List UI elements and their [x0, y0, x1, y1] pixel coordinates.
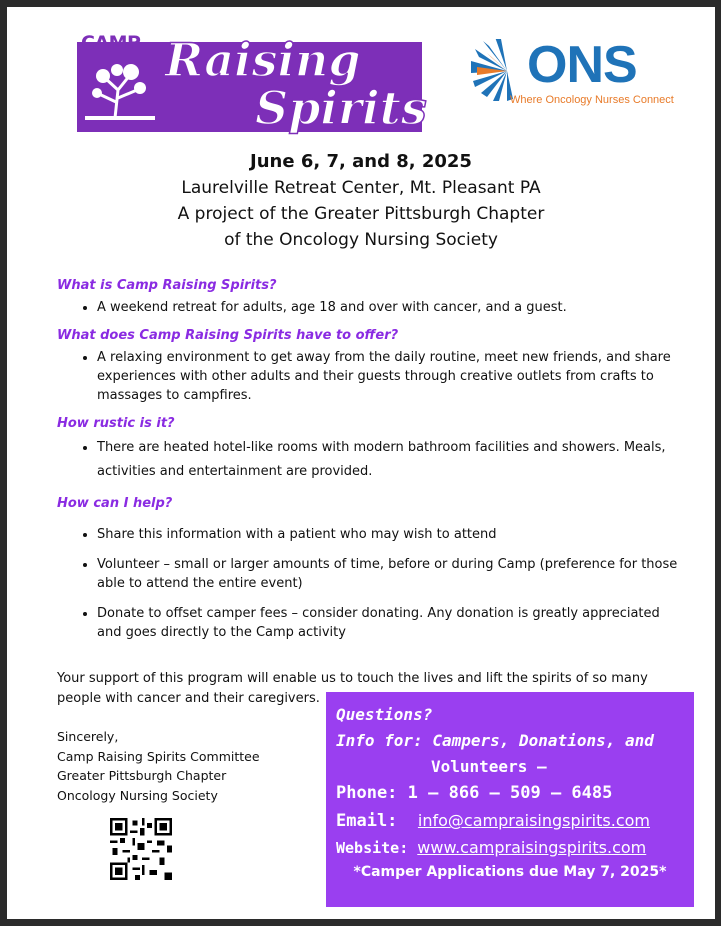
- faq-body: [57, 278, 687, 642]
- info-for-line-2: Volunteers –: [431, 757, 547, 776]
- faq-section: [57, 278, 687, 317]
- info-for-text: Info for: Campers, Donations, and: [336, 731, 654, 750]
- signature-line: Greater Pittsburgh Chapter: [57, 768, 227, 783]
- project-line-2: of the Oncology Nursing Society: [224, 230, 498, 250]
- contact-info-box: [326, 692, 694, 907]
- website-colon: :: [399, 839, 409, 857]
- email-link[interactable]: info@campraisingspirits.com: [417, 811, 650, 830]
- logo-title: [165, 33, 427, 135]
- qr-code-icon[interactable]: [110, 818, 172, 880]
- faq-question: How rustic is it?: [57, 416, 175, 431]
- closing-paragraph: Your support of this program will enable us to touch the lives and lift the spirits of so many people with cancer and their caregivers.: [57, 671, 648, 706]
- website-link[interactable]: www.campraisingspirits.com: [417, 838, 647, 857]
- signature-line: Camp Raising Spirits Committee: [57, 748, 260, 764]
- event-dates: June 6, 7, and 8, 2025: [250, 151, 472, 172]
- phone-number[interactable]: 1 – 866 – 509 – 6485: [407, 783, 613, 803]
- signature-block: [57, 727, 260, 805]
- camp-raising-spirits-logo: [77, 32, 437, 142]
- event-location: Laurelville Retreat Center, Mt. Pleasant PA: [181, 178, 541, 198]
- ons-logo: [467, 36, 674, 117]
- tree-icon: [85, 60, 155, 120]
- logo-spirits-word: Spirits: [255, 81, 427, 135]
- bullet-item: • Volunteer – small or larger amounts of time, before or during Camp (preference for those able to attend the entire event): [97, 555, 687, 593]
- phone-label: Phone:: [336, 783, 398, 803]
- event-header: [7, 148, 715, 253]
- bullet-list: [57, 298, 687, 317]
- bullet-item: • There are heated hotel-like rooms with modern bathroom facilities and showers. Meals, activities and entertainment are provided.: [97, 436, 687, 484]
- bullet-list: [57, 436, 687, 484]
- signature-line: Oncology Nursing Society: [57, 787, 218, 803]
- faq-section: [57, 416, 687, 484]
- faq-question: What does Camp Raising Spirits have to offer?: [57, 328, 399, 343]
- phone-line: [336, 780, 684, 807]
- faq-section: [57, 328, 687, 405]
- email-line: [336, 807, 684, 835]
- bullet-item: • A relaxing environment to get away from the daily routine, meet new friends, and share experiences with other adults and their guests through creative outlets from crafts to massages to campfires.: [97, 348, 687, 405]
- signature-line: Sincerely,: [57, 729, 119, 744]
- website-line: [336, 835, 684, 861]
- ons-tagline: Where Oncology Nurses Connect: [510, 94, 674, 106]
- bullet-list: [57, 525, 687, 642]
- bullet-list: [57, 348, 687, 405]
- website-label: Website: [336, 839, 400, 857]
- bullet-item: • Share this information with a patient who may wish to attend: [97, 525, 687, 544]
- faq-section: [57, 496, 687, 642]
- faq-question: How can I help?: [57, 496, 173, 511]
- project-line-1: A project of the Greater Pittsburgh Chapter: [177, 204, 545, 224]
- email-label: Email:: [336, 811, 398, 831]
- faq-question: What is Camp Raising Spirits?: [57, 278, 277, 293]
- info-for-line-1: [336, 728, 684, 754]
- application-deadline: *Camper Applications due May 7, 2025*: [353, 864, 667, 880]
- questions-heading: Questions?: [336, 705, 433, 724]
- bullet-item: • Donate to offset camper fees – consider donating. Any donation is greatly appreciated and goes directly to the Camp activity: [97, 604, 687, 642]
- flyer-page: [7, 7, 715, 919]
- ons-name: ONS: [527, 36, 637, 94]
- logo-camp-word: CAMP: [81, 32, 141, 54]
- ons-sunburst-icon: [467, 39, 529, 101]
- bullet-item: • A weekend retreat for adults, age 18 and over with cancer, and a guest.: [97, 298, 687, 317]
- logo-raising-word: Raising: [165, 33, 361, 87]
